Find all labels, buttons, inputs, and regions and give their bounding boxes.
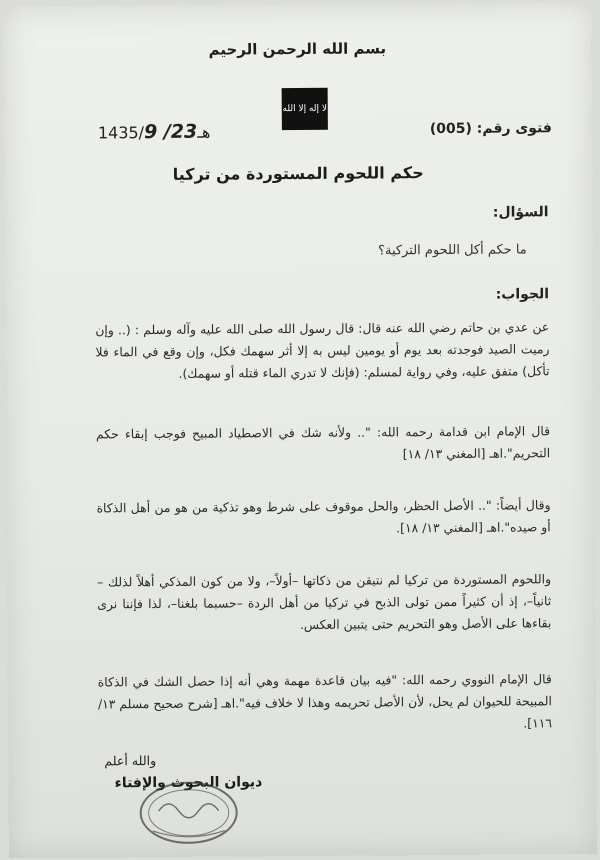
answer-paragraph: قال الإمام النووي رحمه الله: "فيه بيان قاعدة مهمة وهي أنه إذا حصل الشك في الذكاة المبيحة للحيوان لم يحل، لأن الأصل تحريمه وهذا لا خلاف فيه".اهـ [شرح صحيح مسلم ١٣/ ١١٦]. — [97, 671, 553, 731]
answer-paragraph: عن عدي بن حاتم رضي الله عنه قال: قال رسول الله صلى الله عليه وآله وسلم : (.. وإن رميت الصيد فوجدته بعد يوم أو يومين ليس به إلا أثر سهمك فكل، وإن وقع في الماء فلا تأكل) متفق عليه، وفي رواية لمسلم: (فإنك لا تدري الماء قتله أو سهمك). — [95, 319, 550, 381]
question-label: السؤال: — [492, 204, 549, 221]
date-suffix: هـ — [197, 122, 211, 142]
answer-label: الجواب: — [495, 286, 550, 303]
document-page — [3, 2, 597, 858]
date-year: 1435/ — [97, 123, 145, 143]
issuer-name: ديوان البحوث والإفتاء — [114, 774, 263, 792]
answer-paragraph: واللحوم المستوردة من تركيا لم نتيقن من ذكاتها –أولاً–، ولا من كون المذكي أهلاً لذلك –ثانياً–، إذ أن كثيراً ممن تولى الذبح في تركيا من أهل الردة –حسبما بلغنا–، لذا فإننا نرى بقاءها على الأصل وهو التحريم حتى يتبين العكس. — [97, 571, 552, 633]
bismillah-heading: بسم الله الرحمن الرحيم — [208, 39, 387, 59]
question-text: ما حكم أكل اللحوم التركية؟ — [378, 242, 527, 259]
black-seal-logo — [282, 88, 328, 130]
fatwa-number: فتوى رقم: (005) — [429, 120, 552, 138]
answer-paragraph: قال الإمام ابن قدامة رحمه الله: ".. ولأنه شك في الاصطياد المبيح فوجب إبقاء حكم التحريم".اهـ [المغني ١٣/ ١٨] — [95, 423, 551, 462]
document-date — [98, 121, 211, 144]
closing-phrase: والله أعلم — [104, 753, 157, 769]
seal-text: لا إله إلا الله — [282, 103, 328, 115]
official-stamp — [128, 770, 249, 849]
answer-paragraph: وقال أيضاً: ".. الأصل الحظر، والحل موقوف على شرط وهو تذكية من هو من أهل الذكاة أو صيده".اهـ [المغني ١٣/ ١٨]. — [96, 497, 551, 536]
date-day-month: 9 /23 — [143, 120, 198, 144]
document-title: حكم اللحوم المستوردة من تركيا — [172, 163, 424, 184]
